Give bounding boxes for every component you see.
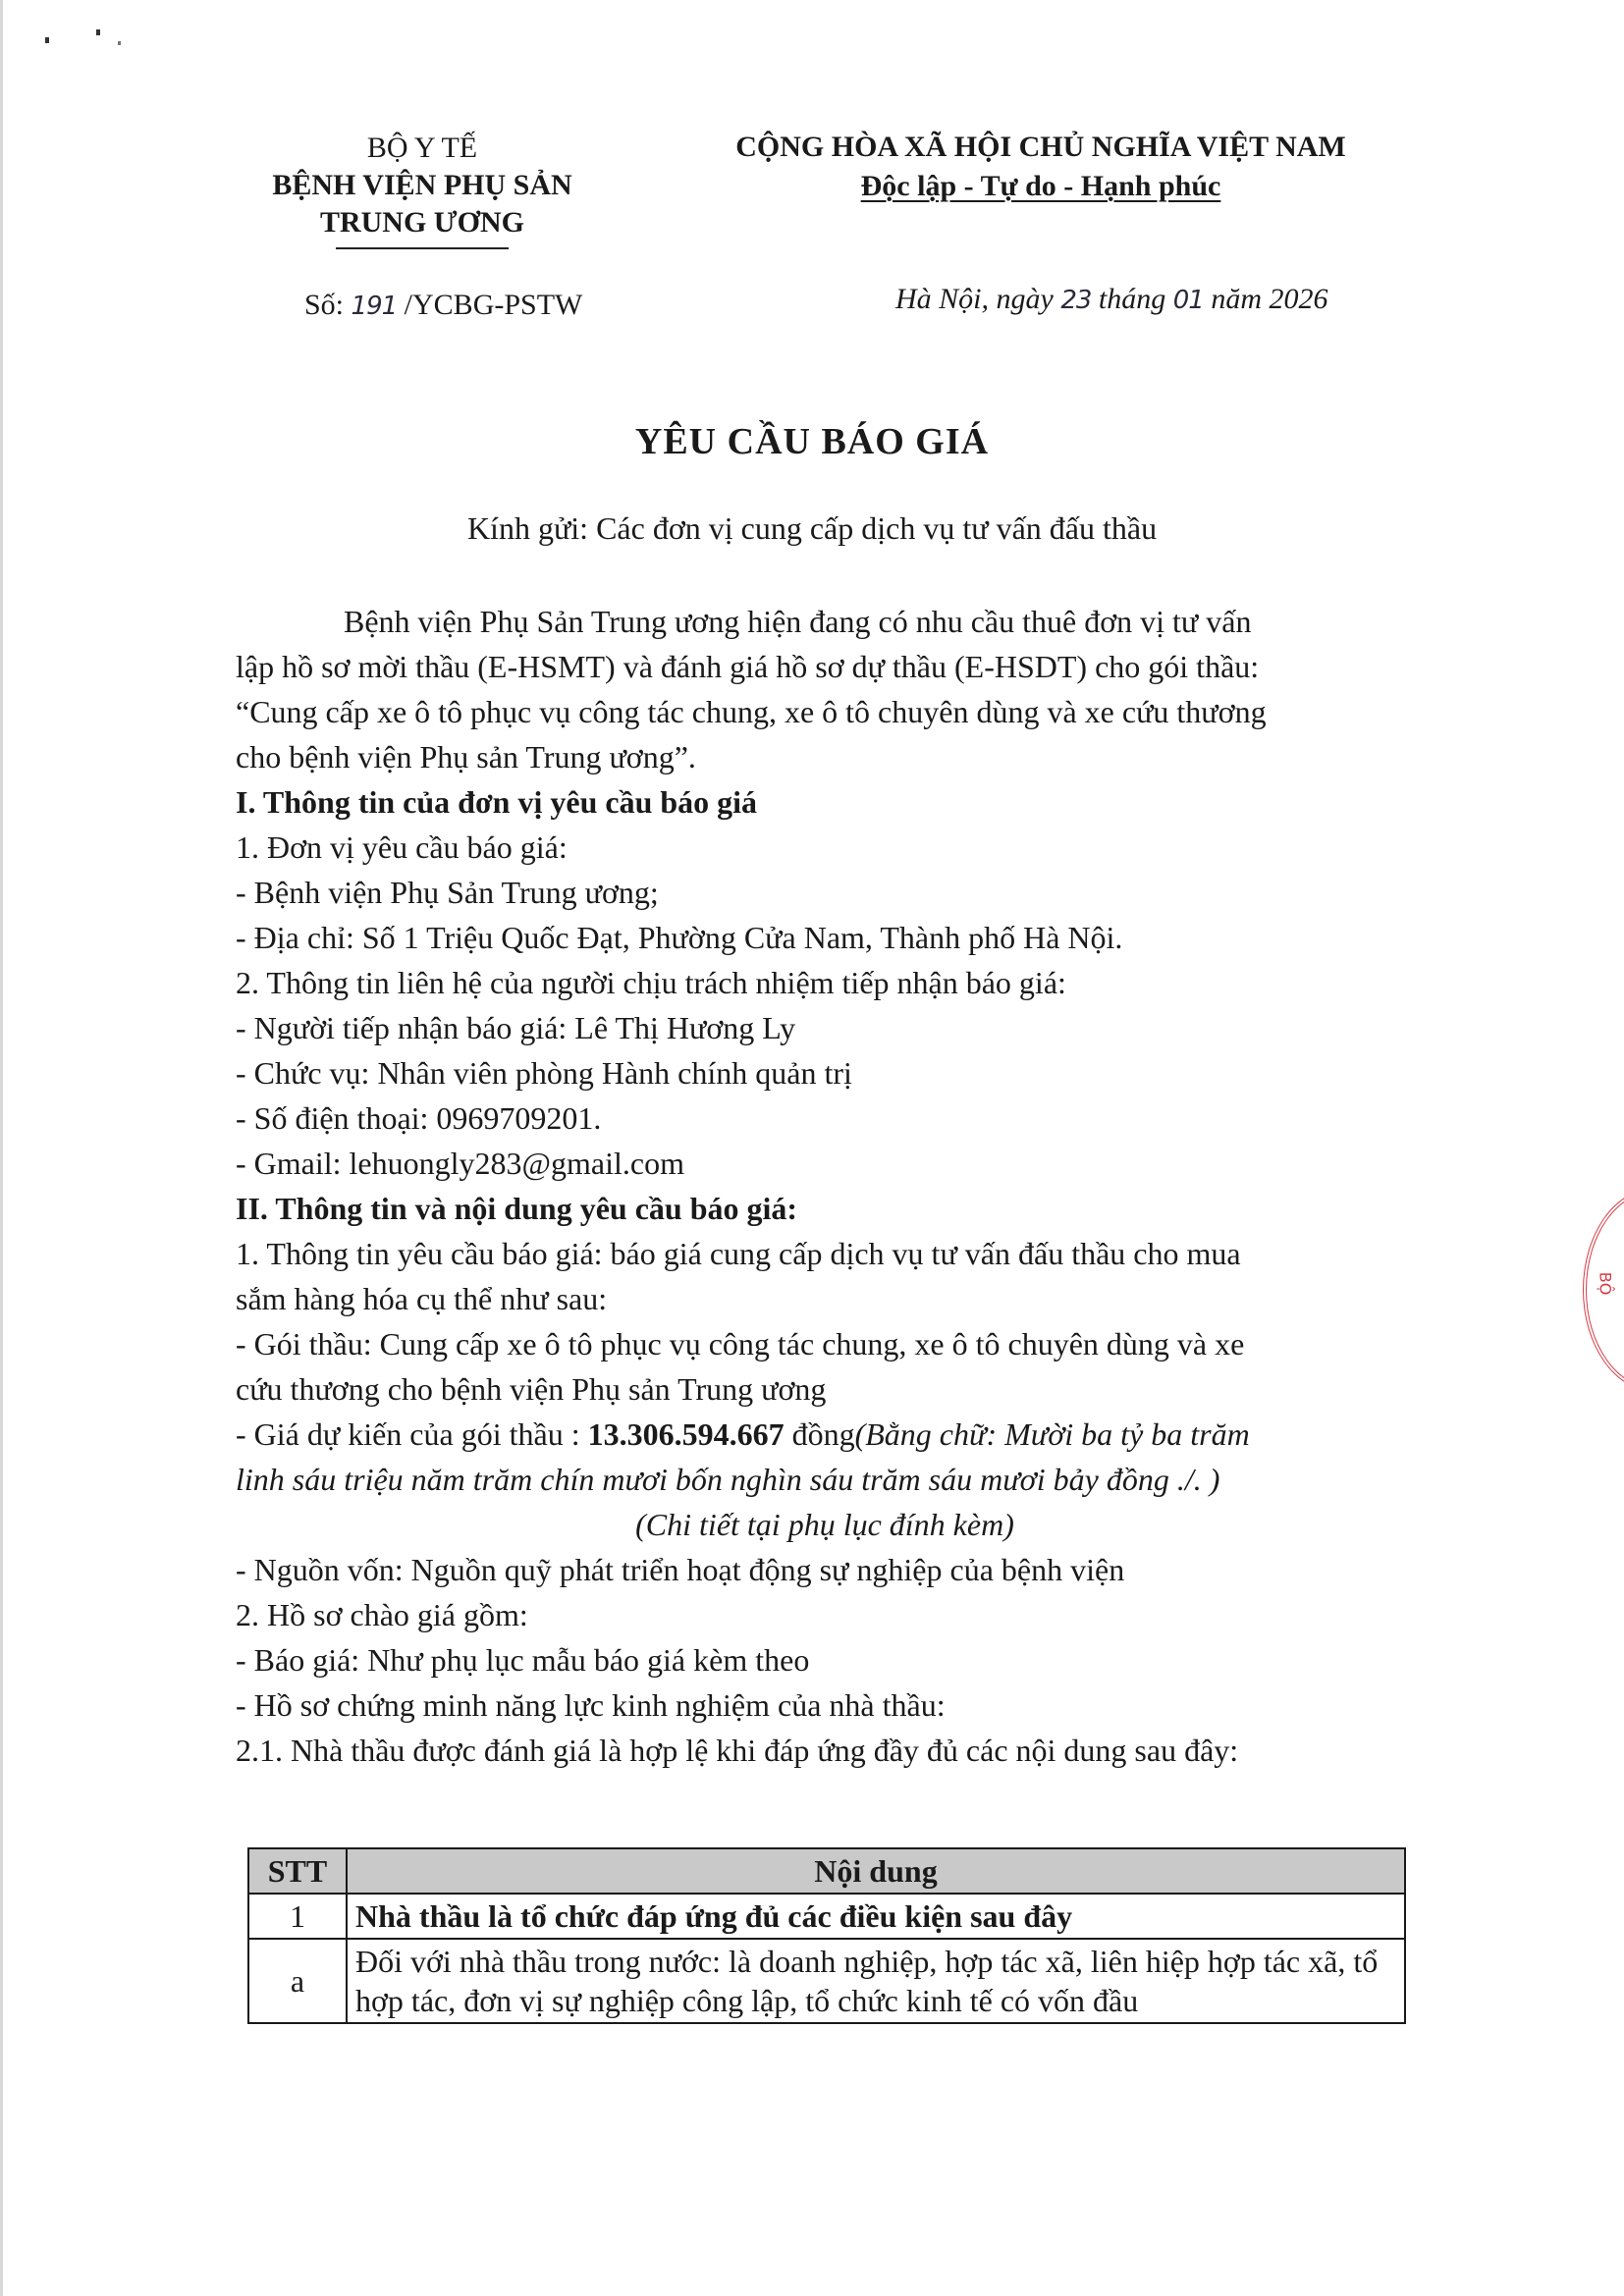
appendix-note: (Chi tiết tại phụ lục đính kèm) — [635, 1507, 1014, 1542]
date-place: Hà Nội, ngày — [895, 283, 1061, 315]
section-1-line: 1. Đơn vị yêu cầu báo giá: — [236, 829, 568, 865]
document-date — [895, 283, 1328, 316]
document-title: YÊU CẦU BÁO GIÁ — [634, 421, 990, 462]
section-2-line: cứu thương cho bệnh viện Phụ sản Trung ương — [236, 1371, 827, 1407]
scan-speck — [45, 37, 49, 43]
column-header-stt: STT — [248, 1848, 347, 1894]
section-2-line: - Báo giá: Như phụ lục mẫu báo giá kèm theo — [236, 1642, 810, 1678]
hospital-name-line1: BỆNH VIỆN PHỤ SẢN — [272, 169, 572, 201]
section-2-line: - Gói thầu: Cung cấp xe ô tô phục vụ công tác chung, xe ô tô chuyên dùng và xe — [236, 1326, 1245, 1362]
hospital-name-line2: TRUNG ƯƠNG — [319, 206, 525, 239]
estimated-price-currency: đồng — [784, 1416, 855, 1452]
section-2-line: sắm hàng hóa cụ thể như sau: — [236, 1281, 608, 1316]
table-row — [248, 1939, 1405, 2023]
document-number-handwritten: 191 — [351, 292, 398, 321]
section-2-line: 2. Hồ sơ chào giá gồm: — [236, 1597, 528, 1632]
contact-phone: - Số điện thoại: 0969709201. — [236, 1100, 602, 1136]
date-year: năm 2026 — [1203, 283, 1328, 315]
row-stt: a — [248, 1939, 347, 2023]
section-1-line: - Chức vụ: Nhân viên phòng Hành chính quản trị — [236, 1055, 852, 1091]
estimated-price-words-cont: linh sáu triệu năm trăm chín mươi bốn nghìn sáu trăm sáu mươi bảy đồng ./. ) — [236, 1462, 1220, 1497]
section-2-line: - Hồ sơ chứng minh năng lực kinh nghiệm của nhà thầu: — [236, 1687, 946, 1723]
issuing-authority — [245, 130, 599, 249]
section-1-line: - Người tiếp nhận báo giá: Lê Thị Hương Ly — [236, 1010, 796, 1045]
section-2-line: 2.1. Nhà thầu được đánh giá là hợp lệ khi đáp ứng đầy đủ các nội dung sau đây: — [236, 1733, 1239, 1768]
contact-email: - Gmail: lehuongly283@gmail.com — [236, 1146, 684, 1181]
requirements-table — [247, 1847, 1406, 2024]
row-stt: 1 — [248, 1894, 347, 1939]
estimated-price-amount: 13.306.594.667 — [587, 1416, 785, 1452]
section-2-heading: II. Thông tin và nội dung yêu cầu báo giá: — [236, 1191, 798, 1226]
ministry-name: BỘ Y TẾ — [366, 132, 478, 164]
document-body — [236, 599, 1414, 1773]
row-content: Nhà thầu là tổ chức đáp ứng đủ các điều kiện sau đây — [347, 1894, 1405, 1939]
estimated-price-label: - Giá dự kiến của gói thầu : — [236, 1416, 588, 1452]
row-content: Đối với nhà thầu trong nước: là doanh nghiệp, hợp tác xã, liên hiệp hợp tác xã, tổ hợp tác, đơn vị sự nghiệp công lập, tổ chức kinh tế có vốn đầu — [347, 1939, 1405, 2023]
scan-speck — [96, 29, 100, 35]
intro-line: “Cung cấp xe ô tô phục vụ công tác chung, xe ô tô chuyên dùng và xe cứu thương — [236, 694, 1267, 729]
scan-page-edge — [0, 0, 3, 2296]
salutation: Kính gửi: Các đơn vị cung cấp dịch vụ tư vấn đấu thầu — [466, 510, 1158, 546]
date-month-label: tháng — [1091, 283, 1173, 315]
header-divider — [336, 247, 509, 249]
section-1-line: - Địa chỉ: Số 1 Triệu Quốc Đạt, Phường Cửa Nam, Thành phố Hà Nội. — [236, 920, 1123, 955]
stamp-text: BỘ — [1596, 1271, 1615, 1296]
section-1-line: - Bệnh viện Phụ Sản Trung ương; — [236, 875, 659, 910]
document-number-suffix: /YCBG-PSTW — [397, 289, 583, 321]
section-1-line: 2. Thông tin liên hệ của người chịu trách nhiệm tiếp nhận báo giá: — [236, 965, 1066, 1000]
document-number — [304, 289, 582, 322]
country-name: CỘNG HÒA XÃ HỘI CHỦ NGHĨA VIỆT NAM — [735, 131, 1346, 163]
national-motto: Độc lập - Tự do - Hạnh phúc — [860, 170, 1221, 202]
date-month: 01 — [1172, 286, 1204, 315]
date-day: 23 — [1060, 286, 1092, 315]
table-header-row — [248, 1848, 1405, 1894]
column-header-content: Nội dung — [347, 1848, 1405, 1894]
intro-line: Bệnh viện Phụ Sản Trung ương hiện đang có nhu cầu thuê đơn vị tư vấn — [344, 604, 1252, 639]
table-row — [248, 1894, 1405, 1939]
section-2-line: - Nguồn vốn: Nguồn quỹ phát triển hoạt động sự nghiệp của bệnh viện — [236, 1552, 1125, 1587]
estimated-price — [236, 1412, 1414, 1457]
intro-line: cho bệnh viện Phụ sản Trung ương”. — [236, 739, 696, 774]
estimated-price-words: (Bằng chữ: Mười ba tỷ ba trăm — [854, 1416, 1250, 1452]
section-1-heading: I. Thông tin của đơn vị yêu cầu báo giá — [236, 784, 758, 820]
scan-speck — [118, 41, 121, 45]
intro-line: lập hồ sơ mời thầu (E-HSMT) và đánh giá hồ sơ dự thầu (E-HSDT) cho gói thầu: — [236, 649, 1260, 684]
national-header — [677, 128, 1404, 206]
document-number-prefix: Số: — [304, 289, 352, 321]
section-2-line: 1. Thông tin yêu cầu báo giá: báo giá cung cấp dịch vụ tư vấn đấu thầu cho mua — [236, 1236, 1241, 1271]
